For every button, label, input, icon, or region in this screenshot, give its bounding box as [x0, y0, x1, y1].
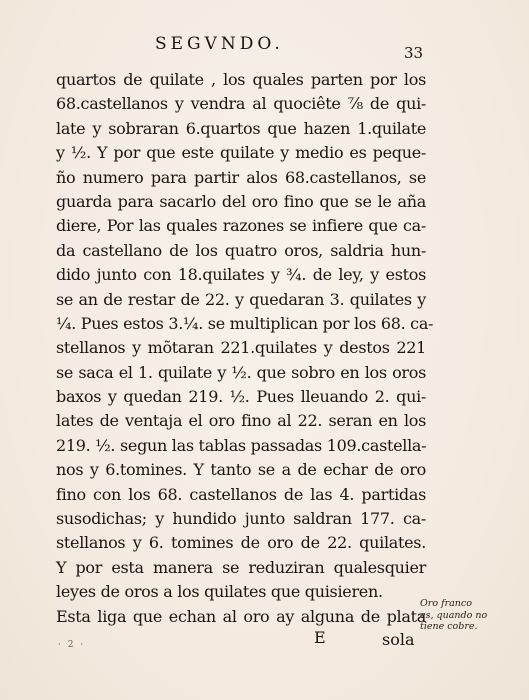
text-line: diere, Por las quales razones se infiere que ca- [56, 216, 426, 236]
text-line: guarda para sacarlo del oro fino que se le aña [56, 191, 426, 211]
marginal-note [420, 598, 520, 633]
text-line: dido junto con 18.quilates y ¾. de ley, y estos [56, 265, 426, 285]
text-line: fino con los 68. castellanos de las 4. partidas [56, 484, 426, 504]
text-line: y ½. Y por que este quilate y medio es peque- [56, 143, 426, 163]
marginal-note-line: tiene cobre. [420, 621, 478, 632]
text-line: quartos de quilate , los quales parten por los [56, 70, 426, 89]
text-line: 219. ½. segun las tablas passadas 109.castella- [56, 435, 427, 455]
text-line: ño numero para partir alos 68.castellanos, se [56, 167, 426, 187]
text-line: ¼. Pues estos 3.¼. se multiplican por los 68. ca- [56, 313, 434, 333]
text-line: se saca el 1. quilate y ½. que sobro en los oros [56, 362, 426, 382]
stray-mark: · 2 · [58, 640, 86, 650]
marginal-note-line: es, quando no [420, 609, 488, 621]
text-line: Esta liga que echan al oro ay alguna de plata [56, 606, 426, 626]
body-text [56, 68, 434, 629]
running-head: SEGVNDO. [155, 34, 284, 54]
text-line: Y por esta manera se reduziran qualesquier [56, 557, 426, 577]
text-line: da castellano de los quatro oros, saldria hun- [56, 240, 426, 260]
text-line: 68.castellanos y vendra al quociête ⅞ de qui- [56, 94, 426, 114]
catchword: sola [382, 630, 415, 649]
text-line: susodichas; y hundido junto saldran 177. ca- [56, 509, 426, 529]
text-line: baxos y quedan 219. ½. Pues lleuando 2. qui- [56, 387, 426, 407]
text-line: stellanos y 6. tomines de oro de 22. quilates. [56, 533, 426, 553]
page-number: 33 [404, 44, 424, 62]
signature-mark: E [314, 628, 326, 647]
text-line: nos y 6.tomines. Y tanto se a de echar de oro [56, 460, 426, 480]
text-line: leyes de oros a los quilates que quisieren. [56, 582, 383, 602]
text-line: se an de restar de 22. y quedaran 3. quilates y [56, 289, 426, 309]
marginal-note-line: Oro franco [420, 598, 472, 609]
text-line: lates de ventaja el oro fino al 22. seran en los [56, 411, 426, 431]
text-line: late y sobraran 6.quartos que hazen 1.quilate [56, 118, 426, 138]
text-line: stellanos y mõtaran 221.quilates y destos 221 [56, 338, 426, 358]
